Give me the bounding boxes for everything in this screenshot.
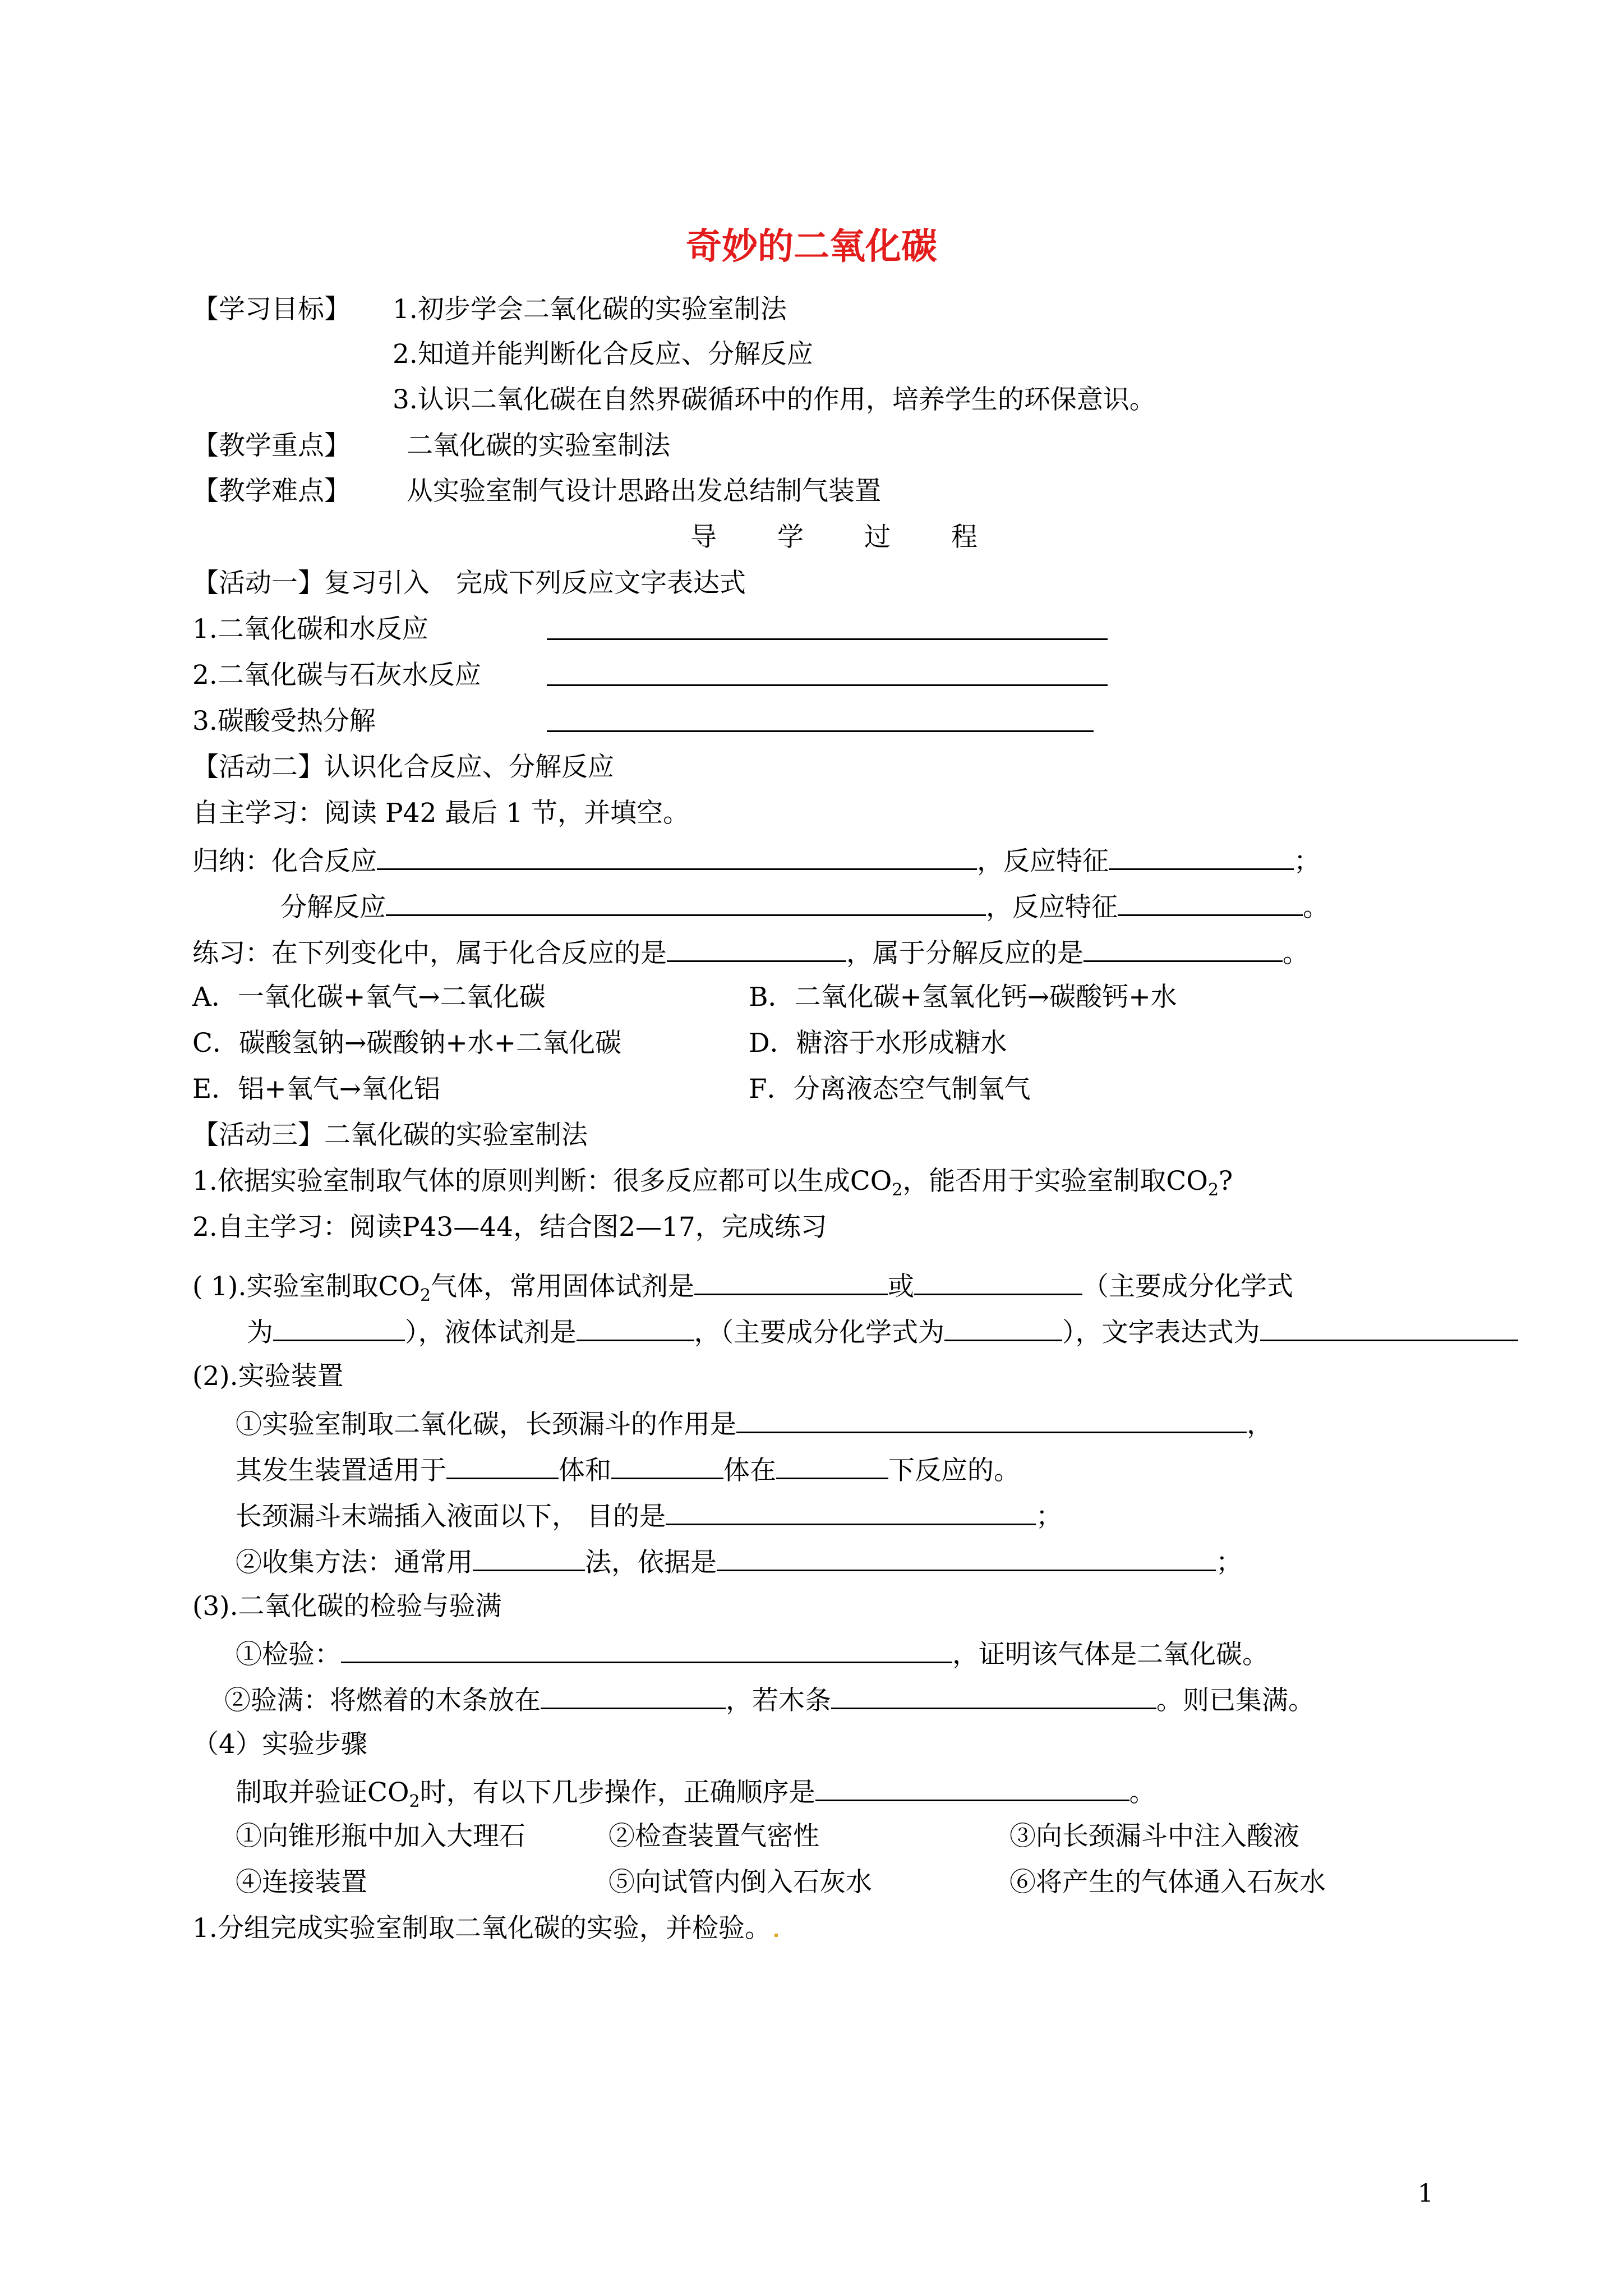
summary-combination-line: 归纳：化合反应 ，反应特征 ；	[192, 843, 1320, 876]
section2-heading: (2).实验装置	[192, 1361, 344, 1392]
section2-item1: ①实验室制取二氧化碳，长颈漏斗的作用是 ，	[236, 1406, 1273, 1439]
section3-item2: ②验满：将燃着的木条放在 ，若木条 。则已集满。	[224, 1682, 1315, 1715]
activity1-heading: 【活动一】复习引入 完成下列反应文字表达式	[192, 568, 746, 599]
practice-line: 练习：在下列变化中，属于化合反应的是 ，属于分解反应的是 。	[192, 935, 1309, 968]
summary-decomposition-line: 分解反应 ，反应特征 。	[280, 889, 1329, 922]
step-5: ⑤向试管内倒入石灰水	[608, 1867, 872, 1898]
page-title: 奇妙的二氧化碳	[686, 226, 937, 268]
answer-blank[interactable]	[717, 1544, 1216, 1571]
option-e: E．铝+氧气→氧化铝	[192, 1074, 441, 1105]
answer-blank[interactable]	[666, 1498, 1036, 1525]
section2-item3: 长颈漏斗末端插入液面以下， 目的是 ；	[236, 1498, 1062, 1531]
step-3: ③向长颈漏斗中注入酸液	[1009, 1821, 1299, 1852]
activity3-heading: 【活动三】二氧化碳的实验室制法	[192, 1120, 588, 1151]
key-point-text: 二氧化碳的实验室制法	[407, 430, 670, 461]
objectives-label: 【学习目标】	[192, 294, 351, 325]
objective-1: 1.初步学会二氧化碳的实验室制法	[393, 294, 787, 325]
answer-blank[interactable]	[341, 1636, 952, 1663]
process-title: 导 学 过 程	[690, 522, 978, 553]
answer-blank[interactable]	[611, 1452, 723, 1479]
answer-blank[interactable]	[541, 1682, 726, 1709]
objective-3: 3.认识二氧化碳在自然界碳循环中的作用，培养学生的环保意识。	[393, 384, 1156, 415]
step-6: ⑥将产生的气体通入石灰水	[1009, 1867, 1326, 1898]
activity1-item-1: 1.二氧化碳和水反应	[192, 614, 428, 645]
step-1: ①向锥形瓶中加入大理石	[236, 1821, 525, 1852]
answer-blank[interactable]	[547, 705, 1094, 732]
activity3-q2: 2.自主学习：阅读P43—44，结合图2—17，完成练习	[192, 1212, 827, 1243]
answer-blank[interactable]	[1109, 843, 1294, 870]
difficulty-text: 从实验室制气设计思路出发总结制气装置	[407, 476, 881, 507]
answer-blank[interactable]	[1260, 1314, 1518, 1341]
answer-blank[interactable]	[944, 1314, 1062, 1341]
section1-line2: 为 ），液体试剂是 ，（主要成分化学式为 ），文字表达式为	[247, 1314, 1518, 1347]
answer-blank[interactable]	[831, 1682, 1156, 1709]
activity2-heading: 【活动二】认识化合反应、分解反应	[192, 752, 614, 783]
section2-item2: 其发生装置适用于 体和 体在 下反应的。	[236, 1452, 1020, 1485]
activity2-self-study: 自主学习：阅读 P42 最后 1 节，并填空。	[192, 798, 690, 829]
answer-blank[interactable]	[736, 1406, 1247, 1433]
section3-heading: (3).二氧化碳的检验与验满	[192, 1591, 502, 1622]
answer-blank[interactable]	[446, 1452, 559, 1479]
section4-question: 制取并验证$CO_2$时，有以下几步操作，正确顺序是 。	[236, 1774, 1156, 1807]
option-d: D．糖溶于水形成糖水	[749, 1028, 1007, 1059]
step-2: ②检查装置气密性	[608, 1821, 819, 1852]
activity1-item-3: 3.碳酸受热分解	[192, 706, 376, 737]
activity1-item-2: 2.二氧化碳与石灰水反应	[192, 660, 481, 691]
section3-item1: ①检验： ，证明该气体是二氧化碳。	[236, 1636, 1269, 1669]
objective-2: 2.知道并能判断化合反应、分解反应	[393, 339, 813, 370]
page-number: 1	[1418, 2179, 1433, 2208]
answer-blank[interactable]	[1118, 889, 1303, 916]
answer-blank[interactable]	[776, 1452, 888, 1479]
difficulty-label: 【教学难点】	[192, 476, 351, 507]
step-4: ④连接装置	[236, 1867, 367, 1898]
answer-blank[interactable]	[473, 1544, 585, 1571]
section1-line1: ( 1).实验室制取$CO_2$气体，常用固体试剂是 或 （主要成分化学式	[192, 1268, 1293, 1301]
answer-blank[interactable]	[667, 935, 846, 962]
final-task: 1.分组完成实验室制取二氧化碳的实验，并检验。	[192, 1912, 778, 1945]
answer-blank[interactable]	[273, 1314, 405, 1341]
answer-blank[interactable]	[577, 1314, 694, 1341]
option-b: B．二氧化碳+氢氧化钙→碳酸钙+水	[749, 982, 1177, 1013]
option-f: F．分离液态空气制氧气	[749, 1074, 1031, 1105]
answer-blank[interactable]	[377, 843, 977, 870]
section4-heading: （4）实验步骤	[192, 1729, 367, 1760]
option-c: C．碳酸氢钠→碳酸钠+水+二氧化碳	[192, 1028, 622, 1059]
answer-blank[interactable]	[815, 1774, 1129, 1801]
answer-blank[interactable]	[547, 659, 1108, 686]
answer-blank[interactable]	[914, 1268, 1082, 1295]
answer-blank[interactable]	[694, 1268, 888, 1295]
option-a: A．一氧化碳+氧气→二氧化碳	[192, 982, 546, 1013]
section2-item4: ②收集方法：通常用 法，依据是 ；	[236, 1544, 1242, 1577]
answer-blank[interactable]	[386, 889, 986, 916]
answer-blank[interactable]	[1083, 935, 1283, 962]
answer-blank[interactable]	[547, 613, 1108, 640]
decorative-dot	[774, 1934, 778, 1937]
key-point-label: 【教学重点】	[192, 430, 351, 461]
activity3-q1: 1.依据实验室制取气体的原则判断：很多反应都可以生成$CO_2$，能否用于实验室制取$CO_2$?	[192, 1166, 1233, 1200]
